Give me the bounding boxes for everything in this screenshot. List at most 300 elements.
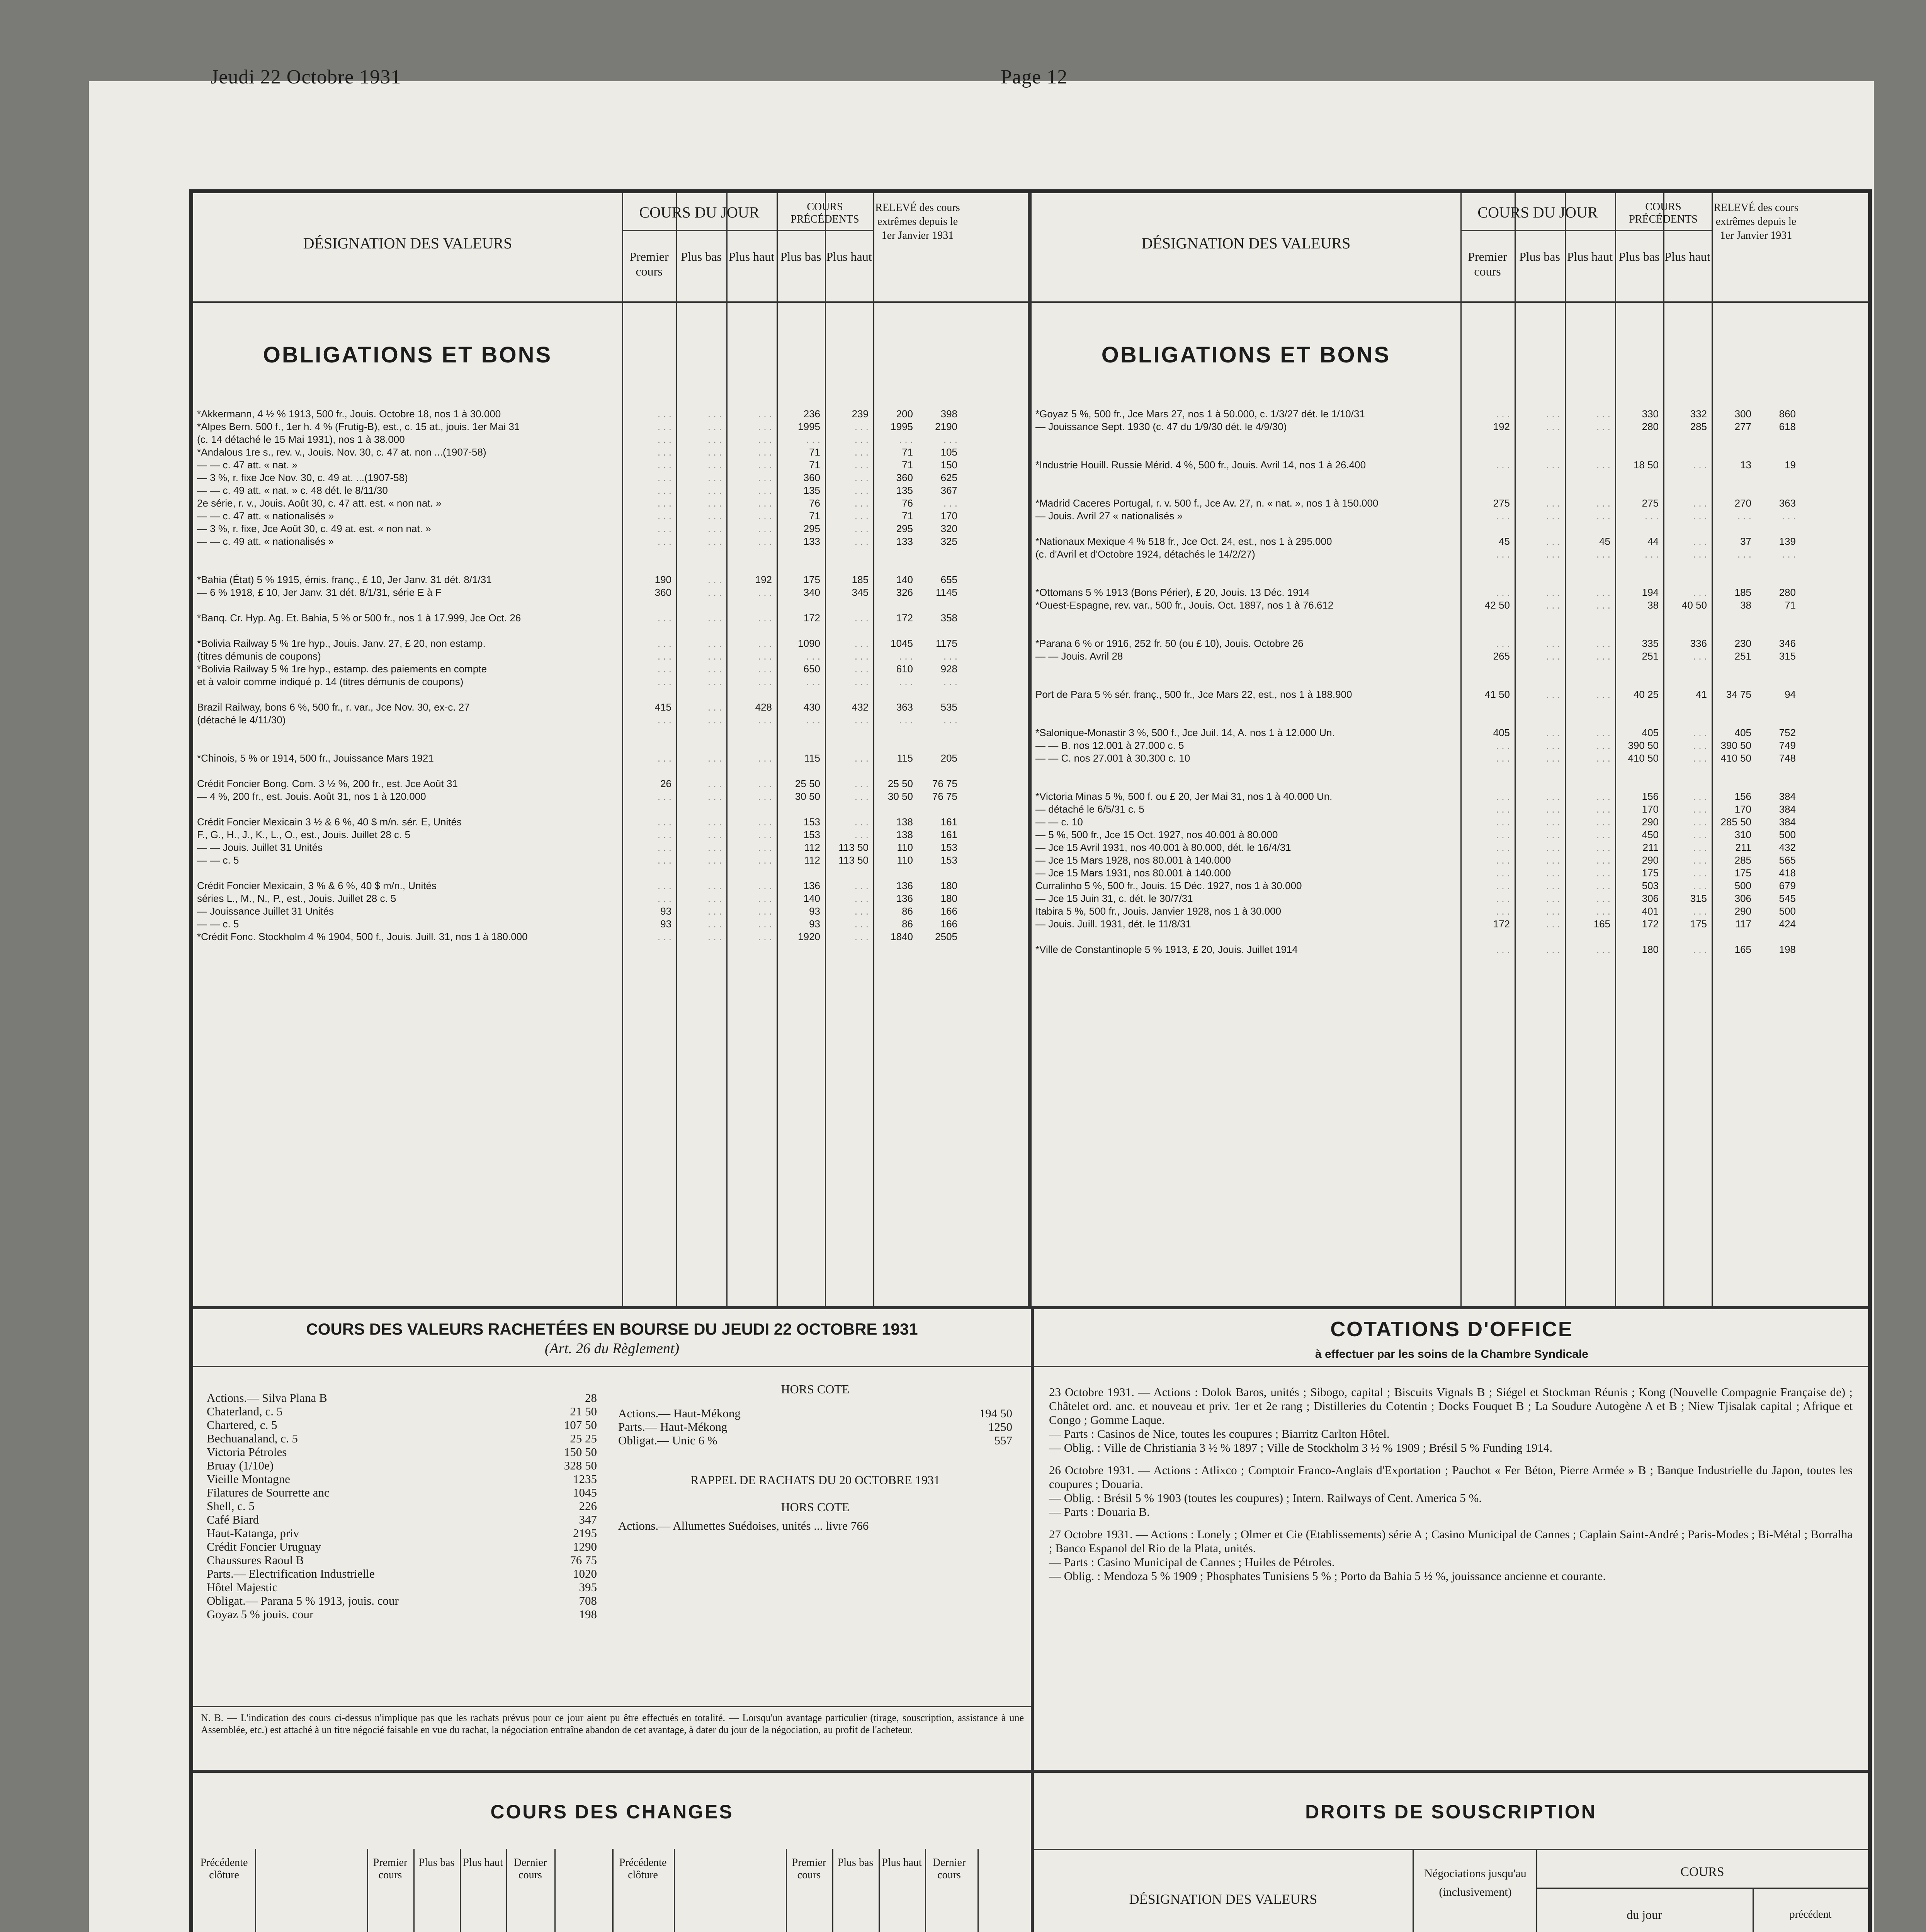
bond-value-pb: 1995: [798, 421, 820, 432]
bond-rows: [1032, 408, 1869, 956]
rachat-value: 395: [579, 1580, 597, 1594]
bond-value-pb: 390 50: [1628, 740, 1659, 751]
bond-value-h: . . .: [758, 523, 772, 534]
rachat-value: 28: [585, 1391, 597, 1405]
bond-value-r1: 300: [1734, 408, 1751, 420]
bond-value-pb: 71: [809, 510, 820, 522]
bond-value-h: . . .: [758, 918, 772, 930]
bond-value-ph: 332: [1690, 408, 1707, 420]
column-header-plus-haut: Plus haut: [728, 250, 775, 264]
bond-value-b: . . .: [707, 663, 722, 675]
bond-value-r1: 71: [902, 510, 913, 522]
bond-value-p: . . .: [657, 829, 671, 840]
rachats-subtitle: (Art. 26 du Règlement): [544, 1340, 680, 1357]
rachat-value: 21 50: [570, 1405, 597, 1418]
bond-value-b: . . .: [707, 434, 722, 445]
bond-value-pb: 290: [1642, 854, 1659, 866]
bond-value-h: . . .: [758, 612, 772, 624]
bond-value-pb: . . .: [806, 434, 820, 445]
bond-row: [193, 892, 1031, 905]
bond-row: [193, 841, 1031, 854]
bond-value-r1: 277: [1734, 421, 1751, 432]
bond-value-r1: 290: [1734, 905, 1751, 917]
rachat-row: [618, 1406, 1016, 1420]
bond-value-b: . . .: [1546, 740, 1560, 751]
bond-value-h: . . .: [758, 778, 772, 789]
bond-value-r1: 270: [1734, 497, 1751, 509]
bond-value-h: . . .: [1596, 599, 1610, 611]
bond-value-h: . . .: [758, 434, 772, 445]
bond-row: [193, 905, 1031, 918]
bond-value-b: . . .: [707, 791, 722, 802]
bond-value-p: . . .: [657, 408, 671, 420]
bond-value-pb: . . .: [1644, 548, 1659, 560]
rachat-row: [207, 1540, 601, 1553]
bond-value-p: . . .: [1496, 408, 1510, 420]
bond-value-b: . . .: [707, 842, 722, 853]
divider: [193, 301, 1031, 303]
rachat-value: 2195: [573, 1526, 597, 1540]
bond-value-h: 45: [1599, 536, 1610, 547]
bond-value-r1: 360: [896, 472, 913, 483]
bond-designation: Crédit Foncier Bong. Com. 3 ½ %, 200 fr., est. Jce Août 31: [197, 778, 458, 789]
bond-row: [1032, 879, 1869, 892]
bond-value-r1: 86: [902, 918, 913, 930]
bond-value-r2: 325: [940, 536, 957, 547]
bond-row: [1032, 497, 1869, 510]
bond-value-r2: . . .: [1782, 548, 1796, 560]
changes-title: COURS DES CHANGES: [490, 1801, 734, 1823]
rachat-value: 1020: [573, 1567, 597, 1580]
bond-value-pb: 115: [804, 752, 820, 764]
bond-value-pb: 135: [803, 485, 820, 496]
bond-value-p: . . .: [657, 931, 671, 942]
divider: [1536, 1888, 1868, 1889]
page-date: Jeudi 22 Octobre 1931: [211, 66, 401, 88]
bond-value-pb: 40 25: [1633, 689, 1659, 700]
bond-rows: [193, 408, 1031, 943]
column-header-cours-du-jour: COURS DU JOUR: [639, 204, 760, 221]
bond-designation: — — c. 5: [197, 918, 239, 930]
bond-value-r1: 140: [896, 574, 913, 585]
bond-designation: *Chinois, 5 % or 1914, 500 fr., Jouissance Mars 1921: [197, 752, 434, 764]
bond-value-pb: 93: [809, 905, 820, 917]
bond-value-ph: . . .: [854, 714, 869, 726]
bond-value-r2: 384: [1779, 816, 1796, 828]
bond-value-r1: 285: [1734, 854, 1751, 866]
column-header-prec-plus-bas: Plus bas: [1618, 250, 1660, 264]
bond-value-b: . . .: [1546, 408, 1560, 420]
bond-value-pb: 172: [1642, 918, 1659, 930]
bond-value-b: . . .: [1546, 459, 1560, 471]
bond-value-pb: 1090: [798, 638, 820, 649]
bond-value-ph: . . .: [854, 650, 869, 662]
bond-value-b: . . .: [707, 459, 722, 471]
bond-value-h: . . .: [758, 905, 772, 917]
bond-value-h: . . .: [758, 472, 772, 483]
bond-value-ph: . . .: [854, 612, 869, 624]
rachat-name: Chaterland, c. 5: [207, 1405, 283, 1418]
bond-value-p: 415: [654, 701, 671, 713]
bond-value-b: . . .: [707, 523, 722, 534]
bond-designation: — — Jouis. Avril 28: [1035, 650, 1123, 662]
bond-designation: — Jouissance Sept. 1930 (c. 47 du 1/9/30 dét. le 4/9/30): [1035, 421, 1287, 432]
bond-value-ph: . . .: [1693, 536, 1707, 547]
bond-value-ph: 336: [1690, 638, 1707, 649]
office-paragraph: — Parts : Casinos de Nice, toutes les coupures ; Biarritz Carlton Hôtel.: [1049, 1427, 1390, 1440]
rachat-row: [618, 1420, 1016, 1434]
bond-value-p: . . .: [657, 612, 671, 624]
bond-designation: — — c. 47 att. « nationalisés »: [197, 510, 334, 522]
rachat-row: [207, 1405, 601, 1418]
changes-head-bas: Plus bas: [418, 1857, 455, 1869]
bond-row: [193, 688, 1031, 701]
divider: [1615, 230, 1712, 231]
bond-row: [193, 612, 1031, 624]
bond-value-b: . . .: [1546, 421, 1560, 432]
bond-value-r2: 315: [1779, 650, 1796, 662]
bond-value-ph: 239: [852, 408, 869, 420]
bond-value-r2: 384: [1779, 791, 1796, 802]
bond-row: [1032, 943, 1869, 956]
bond-row: [1032, 420, 1869, 433]
bond-value-h: . . .: [1596, 689, 1610, 700]
bond-value-r2: 320: [940, 523, 957, 534]
bond-value-p: 93: [660, 918, 671, 930]
hors-cote-list: [618, 1406, 1016, 1447]
bond-designation: *Bahia (État) 5 % 1915, émis. franç., £ 10, Jer Janv. 31 dét. 8/1/31: [197, 574, 492, 585]
bond-value-h: . . .: [758, 638, 772, 649]
rachat-value: 708: [579, 1594, 597, 1607]
bond-value-ph: . . .: [1693, 548, 1707, 560]
office-subtitle: à effectuer par les soins de la Chambre Syndicale: [1315, 1348, 1588, 1361]
bond-row: [193, 790, 1031, 803]
bond-designation: — Jce 15 Juin 31, c. dét. le 30/7/31: [1035, 893, 1193, 904]
bond-row: [1032, 777, 1869, 790]
bond-row: [1032, 867, 1869, 879]
column-header-prec-plus-haut: Plus haut: [1664, 250, 1710, 264]
bond-value-r1: 1045: [891, 638, 913, 649]
bond-value-r2: 535: [940, 701, 957, 713]
hors-cote-label-2: HORS COTE: [781, 1500, 850, 1514]
bond-value-r2: 76 75: [932, 778, 957, 789]
divider: [193, 1366, 1031, 1367]
bond-value-r2: 346: [1779, 638, 1796, 649]
bond-value-r2: 363: [1779, 497, 1796, 509]
bond-row: [193, 726, 1031, 739]
bond-value-p: . . .: [1496, 893, 1510, 904]
bond-value-ph: . . .: [854, 752, 869, 764]
bond-value-p: . . .: [1496, 842, 1510, 853]
bond-value-r1: 363: [896, 701, 913, 713]
bond-row: [1032, 714, 1869, 726]
bond-value-r2: 150: [940, 459, 957, 471]
bond-value-b: . . .: [1546, 893, 1560, 904]
bond-value-h: . . .: [758, 650, 772, 662]
changes-head-bas: Plus bas: [837, 1857, 874, 1869]
bond-value-r1: 71: [902, 446, 913, 458]
bond-row: [1032, 739, 1869, 752]
bond-row: [193, 408, 1031, 420]
bond-value-ph: 40 50: [1681, 599, 1707, 611]
bond-value-r1: 136: [896, 880, 913, 891]
bond-row: [193, 637, 1031, 650]
rachat-value: 1250: [988, 1420, 1012, 1434]
bond-value-h: . . .: [1596, 880, 1610, 891]
bond-value-ph: . . .: [1693, 816, 1707, 828]
bond-value-p: . . .: [657, 816, 671, 828]
droits-head-designation: DÉSIGNATION DES VALEURS: [1129, 1891, 1317, 1907]
bond-value-b: . . .: [707, 485, 722, 496]
bond-value-pb: 18 50: [1633, 459, 1659, 471]
column-rule: [674, 1849, 675, 1932]
bond-value-r2: 76 75: [932, 791, 957, 802]
bond-value-h: . . .: [1596, 587, 1610, 598]
bond-value-pb: 211: [1642, 842, 1659, 853]
bond-value-b: . . .: [707, 752, 722, 764]
bond-value-ph: . . .: [1693, 650, 1707, 662]
rachat-name: Vieille Montagne: [207, 1472, 290, 1486]
bond-value-p: 265: [1493, 650, 1510, 662]
bond-value-h: . . .: [758, 752, 772, 764]
column-header-precedents: COURS PRÉCÉDENTS: [1629, 201, 1698, 225]
bond-value-pb: 153: [803, 816, 820, 828]
rappel-rachats-label: RAPPEL DE RACHATS DU 20 OCTOBRE 1931: [690, 1473, 940, 1487]
page-number: Page 12: [1001, 66, 1068, 88]
rachats-note: N. B. — L'indication des cours ci-dessus n'implique pas que les rachats prévus pour ce jour aient pu être effectués en totalité. — Lorsqu'un avantage particulier (tirage, souscription, assistance à une Assemblée, etc.) est attaché à un titre négocié faisable en vue du rachat, la négociation entraîne abandon de cet avantage, à dater du jour de la négociation, au profit de l'acheteur.: [201, 1712, 1024, 1735]
bond-value-h: . . .: [758, 829, 772, 840]
bond-row: [1032, 446, 1869, 459]
bond-value-b: . . .: [707, 701, 722, 713]
bond-value-h: . . .: [1596, 727, 1610, 738]
bond-value-r1: 405: [1734, 727, 1751, 738]
divider: [622, 230, 777, 231]
bond-value-pb: 76: [809, 497, 820, 509]
bond-value-ph: . . .: [854, 676, 869, 687]
bond-designation: (c. d'Avril et d'Octobre 1924, détachés le 14/2/27): [1035, 548, 1255, 560]
bond-value-r1: 185: [1734, 587, 1751, 598]
bond-value-r1: 251: [1734, 650, 1751, 662]
bond-value-b: . . .: [707, 816, 722, 828]
bond-value-r2: 679: [1779, 880, 1796, 891]
bond-value-ph: . . .: [1693, 867, 1707, 879]
bond-value-p: . . .: [1496, 548, 1510, 560]
rachats-left-list: [207, 1391, 601, 1621]
rachat-name: Shell, c. 5: [207, 1499, 255, 1513]
bond-value-h: . . .: [758, 459, 772, 471]
bond-value-r2: 94: [1785, 689, 1796, 700]
bond-value-ph: 175: [1690, 918, 1707, 930]
bond-designation: (c. 14 détaché le 15 Mai 1931), nos 1 à 38.000: [197, 434, 405, 445]
bond-designation: — Jce 15 Mars 1928, nos 80.001 à 140.000: [1035, 854, 1231, 866]
bond-row: [1032, 905, 1869, 918]
bond-value-r1: . . .: [899, 650, 913, 662]
bond-value-h: . . .: [1596, 829, 1610, 840]
bond-value-r2: . . .: [943, 714, 957, 726]
divider: [1034, 1849, 1868, 1850]
bond-value-ph: . . .: [854, 459, 869, 471]
bond-value-r2: 166: [940, 905, 957, 917]
bond-value-pb: 503: [1642, 880, 1659, 891]
bond-value-r2: 384: [1779, 803, 1796, 815]
bond-row: [1032, 918, 1869, 930]
rachat-row: [207, 1580, 601, 1594]
bond-value-b: . . .: [707, 854, 722, 866]
bond-value-r1: 136: [896, 893, 913, 904]
office-text: [1049, 1385, 1853, 1583]
binding-hole: [1880, 912, 1896, 927]
bond-value-ph: . . .: [1693, 944, 1707, 955]
bond-designation: — — c. 10: [1035, 816, 1083, 828]
bond-value-r2: 500: [1779, 905, 1796, 917]
bond-value-r1: 326: [896, 587, 913, 598]
column-header-prec-plus-bas: Plus bas: [780, 250, 821, 264]
bond-value-h: . . .: [758, 497, 772, 509]
office-title: COTATIONS D'OFFICE: [1330, 1318, 1573, 1341]
bond-value-h: . . .: [1596, 408, 1610, 420]
bond-row: [193, 701, 1031, 714]
divider: [1032, 301, 1869, 303]
droits-head-prec: précédent: [1789, 1908, 1832, 1920]
bond-value-h: . . .: [758, 880, 772, 891]
bond-value-h: . . .: [1596, 459, 1610, 471]
bond-value-b: . . .: [707, 778, 722, 789]
bond-designation: *Andalous 1re s., rev. v., Jouis. Nov. 30, c. 47 at. non ...(1907-58): [197, 446, 486, 458]
bond-value-h: . . .: [1596, 905, 1610, 917]
bond-value-r1: 13: [1740, 459, 1751, 471]
bond-value-p: . . .: [1496, 752, 1510, 764]
bond-value-b: . . .: [707, 931, 722, 942]
bond-value-p: 192: [1493, 421, 1510, 432]
bond-value-r1: 115: [897, 752, 913, 764]
rachat-value: 1290: [573, 1540, 597, 1553]
bond-value-p: . . .: [657, 880, 671, 891]
droits-head-date: Négociations jusqu'au (inclusivement): [1424, 1867, 1527, 1898]
divider: [1031, 1306, 1034, 1770]
bond-designation: *Ottomans 5 % 1913 (Bons Périer), £ 20, Jouis. 13 Déc. 1914: [1035, 587, 1310, 598]
bond-value-b: . . .: [707, 510, 722, 522]
bond-value-r2: 161: [940, 816, 957, 828]
changes-head-dernier: Dernier cours: [513, 1857, 547, 1881]
bond-value-r2: 1175: [936, 638, 957, 649]
bond-value-h: . . .: [758, 587, 772, 598]
bond-value-ph: . . .: [854, 791, 869, 802]
bond-value-p: . . .: [657, 497, 671, 509]
bond-designation: *Goyaz 5 %, 500 fr., Jce Mars 27, nos 1 à 50.000, c. 1/3/27 dét. le 1/10/31: [1035, 408, 1365, 420]
bond-value-r2: 424: [1779, 918, 1796, 930]
bond-value-b: . . .: [1546, 727, 1560, 738]
bond-value-r2: . . .: [943, 434, 957, 445]
bond-value-pb: 450: [1642, 829, 1659, 840]
bond-designation: *Ouest-Espagne, rev. var., 500 fr., Jouis. Oct. 1897, nos 1 à 76.612: [1035, 599, 1334, 611]
bond-value-ph: . . .: [1693, 791, 1707, 802]
bond-value-p: . . .: [657, 650, 671, 662]
bond-value-r1: 200: [896, 408, 913, 420]
bond-value-ph: . . .: [854, 663, 869, 675]
bond-value-p: . . .: [657, 459, 671, 471]
bond-value-pb: 136: [803, 880, 820, 891]
bond-value-r1: 410 50: [1720, 752, 1751, 764]
bond-designation: — Jce 15 Avril 1931, nos 40.001 à 80.000, dét. le 16/4/31: [1035, 842, 1291, 853]
bond-value-pb: 430: [803, 701, 820, 713]
bond-row: [1032, 828, 1869, 841]
bond-value-r1: 110: [897, 854, 913, 866]
bond-value-ph: . . .: [854, 497, 869, 509]
bond-value-pb: 360: [803, 472, 820, 483]
bond-value-r2: 358: [940, 612, 957, 624]
bond-value-r1: 133: [896, 536, 913, 547]
bond-value-ph: 185: [852, 574, 869, 585]
column-header-plus-bas: Plus bas: [1519, 250, 1560, 264]
droits-head-cours: COURS: [1680, 1865, 1724, 1879]
bond-row: [193, 714, 1031, 726]
bond-value-b: . . .: [1546, 854, 1560, 866]
bond-value-p: . . .: [657, 510, 671, 522]
column-rule: [255, 1849, 256, 1932]
bond-value-p: . . .: [657, 842, 671, 853]
bond-value-h: . . .: [758, 408, 772, 420]
column-rule: [977, 1849, 979, 1932]
bond-value-b: . . .: [707, 446, 722, 458]
rachat-row: [207, 1567, 601, 1580]
bond-value-r1: 170: [1734, 803, 1751, 815]
bond-value-r2: 1145: [936, 587, 957, 598]
bond-designation: *Industrie Houill. Russie Mérid. 4 %, 500 fr., Jouis. Avril 14, nos 1 à 26.400: [1035, 459, 1366, 471]
bond-row: [1032, 408, 1869, 420]
bond-row: [193, 765, 1031, 777]
bond-value-p: . . .: [657, 485, 671, 496]
bond-value-r2: . . .: [943, 650, 957, 662]
bond-value-pb: 44: [1647, 536, 1659, 547]
bond-value-p: . . .: [1496, 816, 1510, 828]
rachat-name: Goyaz 5 % jouis. cour: [207, 1607, 314, 1621]
bond-value-ph: . . .: [854, 918, 869, 930]
bond-value-h: . . .: [1596, 752, 1610, 764]
bond-value-r1: 295: [896, 523, 913, 534]
bond-value-pb: 194: [1642, 587, 1659, 598]
bond-designation: *Salonique-Monastir 3 %, 500 f., Jce Juil. 14, A. nos 1 à 12.000 Un.: [1035, 727, 1335, 738]
bond-row: [193, 535, 1031, 548]
bond-value-b: . . .: [1546, 880, 1560, 891]
bond-value-r1: 500: [1734, 880, 1751, 891]
bond-row: [1032, 484, 1869, 497]
bond-row: [1032, 854, 1869, 867]
obligations-title: OBLIGATIONS ET BONS: [263, 342, 552, 367]
bond-row: [193, 675, 1031, 688]
bond-designation: — 4 %, 200 fr., est. Jouis. Août 31, nos 1 à 120.000: [197, 791, 426, 802]
column-header-prec-plus-haut: Plus haut: [826, 250, 872, 264]
bond-row: [1032, 599, 1869, 612]
bond-value-b: . . .: [707, 918, 722, 930]
bond-value-ph: . . .: [1693, 459, 1707, 471]
bond-row: [193, 599, 1031, 612]
bond-designation: — Jouis. Juill. 1931, dét. le 11/8/31: [1035, 918, 1191, 930]
bond-row: [193, 561, 1031, 573]
bond-value-ph: . . .: [1693, 829, 1707, 840]
bond-designation: — — B. nos 12.001 à 27.000 c. 5: [1035, 740, 1184, 751]
bond-value-h: . . .: [1596, 803, 1610, 815]
bond-designation: — 3 %, r. fixe Jce Nov. 30, c. 49 at. ...(1907-58): [197, 472, 408, 483]
bond-designation: — — c. 49 att. « nat. » c. 48 dét. le 8/11/30: [197, 485, 388, 496]
bond-designation: *Crédit Fonc. Stockholm 4 % 1904, 500 f., Jouis. Juill. 31, nos 1 à 180.000: [197, 931, 528, 942]
bond-value-ph: . . .: [1693, 854, 1707, 866]
bond-row: [1032, 726, 1869, 739]
bond-row: [193, 816, 1031, 828]
bond-value-ph: . . .: [854, 931, 869, 942]
bond-value-ph: . . .: [854, 523, 869, 534]
bond-designation: — 3 %, r. fixe, Jce Août 30, c. 49 at. est. « non nat. »: [197, 523, 431, 534]
bond-row: [1032, 752, 1869, 765]
